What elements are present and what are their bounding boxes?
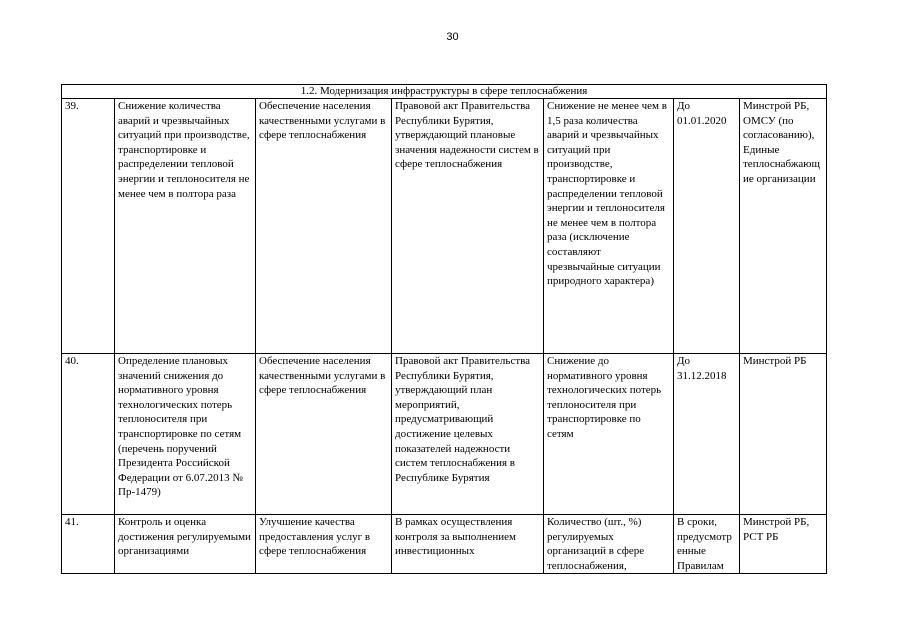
deadline-cell: До 01.01.2020 [674, 99, 740, 354]
row-number: 39. [62, 99, 115, 354]
responsible-cell: Минстрой РБ [740, 354, 827, 515]
document-cell: Правовой акт Правительства Республики Бурятия, утверждающий плановые значения надежности систем в сфере теплоснабжения [392, 99, 544, 354]
measure-cell: Снижение количества аварий и чрезвычайных ситуаций при производстве, транспортировке и распределении тепловой энергии и теплоносителя не менее чем в полтора раза [115, 99, 256, 354]
document-cell: В рамках осуществления контроля за выполнением инвестиционных [392, 515, 544, 574]
indicator-cell: Снижение не менее чем в 1,5 раза количества аварий и чрезвычайных ситуаций при производстве, транспортировке и распределении тепловой энергии и теплоносителя не менее чем в полтора раза (исключение составляют чрезвычайные ситуации природного характера) [544, 99, 674, 354]
document-cell: Правовой акт Правительства Республики Бурятия, утверждающий план мероприятий, предусматривающий достижение целевых показателей надежности систем теплоснабжения в Республике Бурятия [392, 354, 544, 515]
result-cell: Обеспечение населения качественными услугами в сфере теплоснабжения [256, 99, 392, 354]
measure-cell: Определение плановых значений снижения до нормативного уровня технологических потерь теплоносителя при транспортировке по сетям (перечень поручений Президента Российской Федерации от 6.07.2013 № Пр-1479) [115, 354, 256, 515]
table-row [62, 99, 827, 354]
indicator-cell: Количество (шт., %) регулируемых организаций в сфере теплоснабжения, [544, 515, 674, 574]
section-header-row [62, 85, 827, 99]
table-row [62, 354, 827, 515]
indicator-cell: Снижение до нормативного уровня технологических потерь теплоносителя при транспортировке по сетям [544, 354, 674, 515]
table-row [62, 515, 827, 574]
deadline-cell: В сроки, предусмотренные Правилам [674, 515, 740, 574]
row-number: 41. [62, 515, 115, 574]
measures-table [61, 84, 827, 574]
result-cell: Обеспечение населения качественными услугами в сфере теплоснабжения [256, 354, 392, 515]
result-cell: Улучшение качества предоставления услуг в сфере теплоснабжения [256, 515, 392, 574]
page-number: 30 [446, 31, 459, 43]
deadline-cell: До 31.12.2018 [674, 354, 740, 515]
responsible-cell: Минстрой РБ, РСТ РБ [740, 515, 827, 574]
section-title: 1.2. Модернизация инфраструктуры в сфере теплоснабжения [62, 85, 827, 99]
row-number: 40. [62, 354, 115, 515]
measure-cell: Контроль и оценка достижения регулируемыми организациями [115, 515, 256, 574]
responsible-cell: Минстрой РБ, ОМСУ (по согласованию), Единые теплоснабжающие организации [740, 99, 827, 354]
